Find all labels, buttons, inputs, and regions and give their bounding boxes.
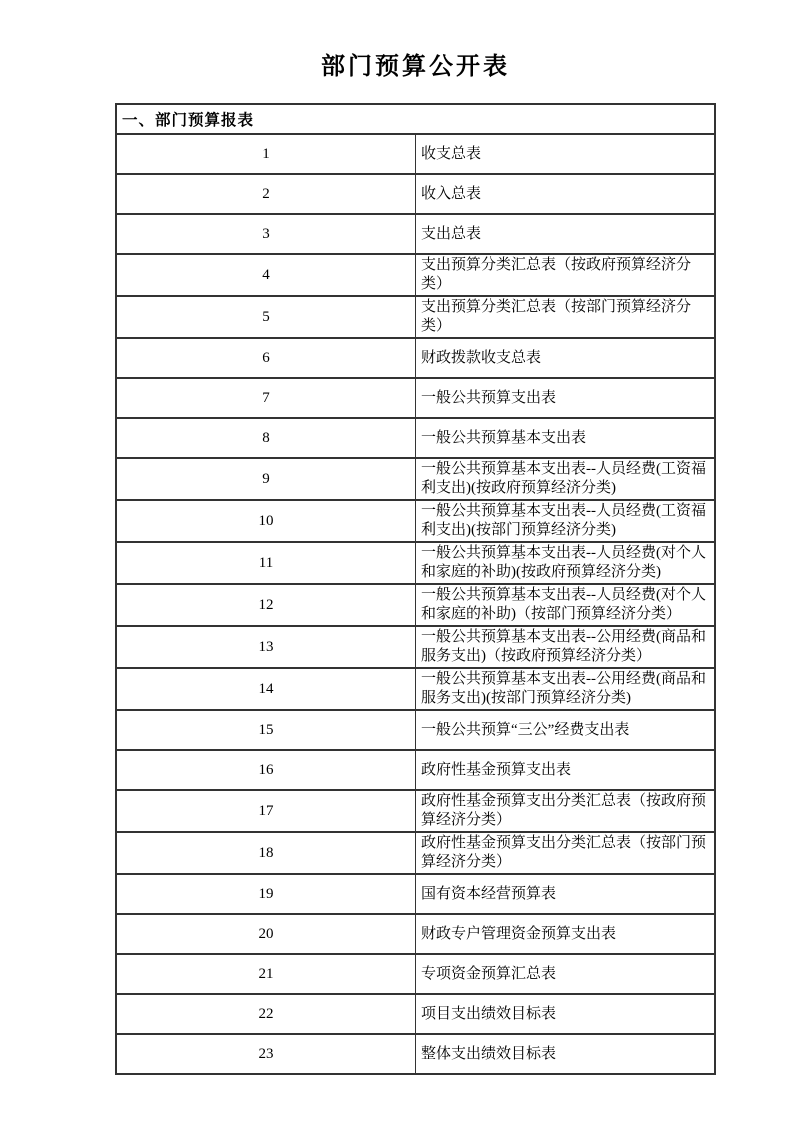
row-number: 1	[116, 134, 416, 174]
row-number: 10	[116, 500, 416, 542]
table-row	[116, 214, 715, 254]
row-title: 一般公共预算基本支出表--人员经费(对个人和家庭的补助)（按部门预算经济分类）	[416, 584, 716, 626]
row-title: 一般公共预算基本支出表	[416, 418, 716, 458]
row-number: 20	[116, 914, 416, 954]
table-row	[116, 584, 715, 626]
row-number: 9	[116, 458, 416, 500]
budget-table	[115, 103, 716, 1075]
row-title: 专项资金预算汇总表	[416, 954, 716, 994]
row-title: 财政专户管理资金预算支出表	[416, 914, 716, 954]
table-row	[116, 874, 715, 914]
row-title: 一般公共预算基本支出表--人员经费(工资福利支出)(按部门预算经济分类)	[416, 500, 716, 542]
row-number: 13	[116, 626, 416, 668]
row-number: 6	[116, 338, 416, 378]
table-row	[116, 500, 715, 542]
section-header-row	[116, 104, 715, 134]
row-title: 一般公共预算“三公”经费支出表	[416, 710, 716, 750]
row-number: 19	[116, 874, 416, 914]
table-row	[116, 458, 715, 500]
row-title: 一般公共预算基本支出表--人员经费(工资福利支出)(按政府预算经济分类)	[416, 458, 716, 500]
row-title: 一般公共预算支出表	[416, 378, 716, 418]
table-row	[116, 832, 715, 874]
row-number: 22	[116, 994, 416, 1034]
row-title: 一般公共预算基本支出表--人员经费(对个人和家庭的补助)(按政府预算经济分类)	[416, 542, 716, 584]
row-number: 11	[116, 542, 416, 584]
row-title: 政府性基金预算支出分类汇总表（按政府预算经济分类）	[416, 790, 716, 832]
table-row	[116, 378, 715, 418]
row-number: 21	[116, 954, 416, 994]
table-row	[116, 254, 715, 296]
row-number: 3	[116, 214, 416, 254]
row-title: 支出预算分类汇总表（按政府预算经济分类）	[416, 254, 716, 296]
row-number: 15	[116, 710, 416, 750]
row-title: 整体支出绩效目标表	[416, 1034, 716, 1074]
row-title: 收支总表	[416, 134, 716, 174]
row-title: 一般公共预算基本支出表--公用经费(商品和服务支出)(按部门预算经济分类)	[416, 668, 716, 710]
page-title: 部门预算公开表	[321, 53, 510, 80]
row-number: 18	[116, 832, 416, 874]
row-number: 16	[116, 750, 416, 790]
table-row	[116, 710, 715, 750]
table-row	[116, 626, 715, 668]
row-title: 一般公共预算基本支出表--公用经费(商品和服务支出)（按政府预算经济分类）	[416, 626, 716, 668]
row-title: 收入总表	[416, 174, 716, 214]
table-row	[116, 296, 715, 338]
row-number: 17	[116, 790, 416, 832]
table-row	[116, 750, 715, 790]
row-title: 国有资本经营预算表	[416, 874, 716, 914]
row-title: 政府性基金预算支出表	[416, 750, 716, 790]
row-title: 支出总表	[416, 214, 716, 254]
section-header: 一、部门预算报表	[116, 104, 715, 134]
table-row	[116, 418, 715, 458]
table-row	[116, 914, 715, 954]
table-row	[116, 542, 715, 584]
row-title: 支出预算分类汇总表（按部门预算经济分类）	[416, 296, 716, 338]
table-row	[116, 954, 715, 994]
row-number: 23	[116, 1034, 416, 1074]
table-row	[116, 668, 715, 710]
row-number: 12	[116, 584, 416, 626]
row-title: 项目支出绩效目标表	[416, 994, 716, 1034]
row-title: 政府性基金预算支出分类汇总表（按部门预算经济分类）	[416, 832, 716, 874]
row-number: 14	[116, 668, 416, 710]
table-row	[116, 338, 715, 378]
row-number: 2	[116, 174, 416, 214]
row-number: 5	[116, 296, 416, 338]
row-number: 8	[116, 418, 416, 458]
table-row	[116, 994, 715, 1034]
table-row	[116, 790, 715, 832]
row-number: 4	[116, 254, 416, 296]
row-title: 财政拨款收支总表	[416, 338, 716, 378]
table-row	[116, 1034, 715, 1074]
table-row	[116, 134, 715, 174]
table-row	[116, 174, 715, 214]
row-number: 7	[116, 378, 416, 418]
